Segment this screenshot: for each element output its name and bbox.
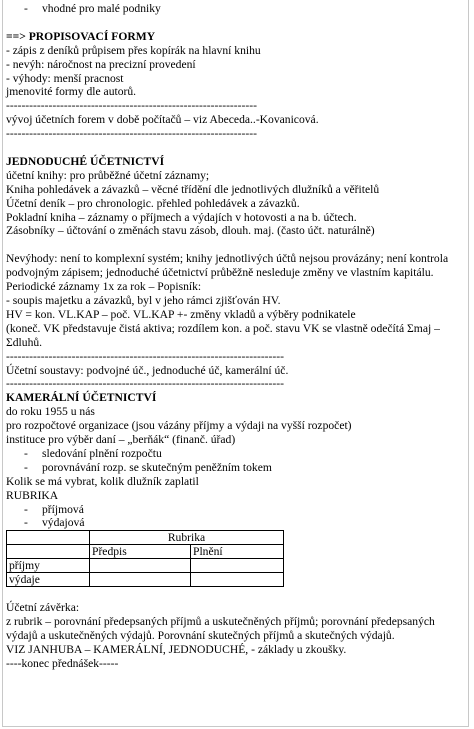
text-line: - nevýh: náročnost na precizní provedení: [6, 57, 196, 71]
separator: ------------------------------------------------------------------------: [6, 349, 284, 363]
text-line: vývoj účetních forem v době počítačů – viz Abeceda..-Kovanicová.: [6, 113, 319, 127]
bullet-text: vhodné pro malé podniky: [42, 2, 161, 15]
text-line: Kniha pohledávek a závazků – věcné třídění dle jednotlivých dlužníků a věřitelů: [6, 182, 380, 196]
bullet-item: [6, 516, 468, 530]
text-line: účetní knihy: pro průběžné účetní záznamy;: [6, 168, 210, 182]
table-cell: [90, 573, 191, 587]
document-body: [6, 2, 468, 671]
rubrika-table: [6, 530, 284, 587]
text-line: Pokladní kniha – záznamy o příjmech a výdajích v hotovosti a na b. účtech.: [6, 210, 357, 224]
separator: -----------------------------------------------------------------: [6, 99, 257, 113]
bullet-text: porovnávání rozp. se skutečným peněžním tokem: [42, 460, 272, 474]
table-row: [7, 545, 284, 559]
table-row: [7, 559, 284, 573]
text-line: do roku 1955 u nás: [6, 405, 95, 419]
bullet-item: [6, 461, 468, 475]
document-page: [2, 0, 469, 727]
text-line: ----konec přednášek-----: [6, 656, 119, 670]
table-row-label: příjmy: [7, 559, 90, 573]
text-line: VIZ JANHUBA – KAMERÁLNÍ, JEDNODUCHÉ, - základy u zkoušky.: [6, 643, 347, 656]
text-line: Zásobníky – účtování o změnách stavu zásob, dlouh. maj. (často účt. naturálně): [6, 224, 375, 238]
text-line: Periodické záznamy 1x za rok – Popisník:: [6, 280, 202, 294]
separator: -----------------------------------------------------------------: [6, 127, 257, 141]
paragraph: z rubrik – porovnání předepsaných příjmů a uskutečněných příjmů; porovnání předepsaných výdajů a uskutečněných výdajů. Porovnání skutečných příjmů a skutečných výdajů.: [6, 615, 438, 643]
bullet-dash: -: [24, 2, 28, 15]
text-line: instituce pro výběr daní – „berňák“ (finanč. úřad): [6, 433, 236, 447]
section-heading: KAMERÁLNÍ ÚČETNICTVÍ: [6, 391, 157, 405]
paragraph: Nevýhody: není to komplexní systém; knihy jednotlivých účtů nejsou provázány; není kontrola podvojným zápisem; jednoduché účetnictví průběžně nesleduje změny ve vlastním kapitálu.: [6, 252, 452, 280]
text-line: Účetní deník – pro chronologic. přehled pohledávek a závazků.: [6, 196, 300, 210]
bullet-text: příjmová: [42, 502, 84, 516]
text-line: HV = kon. VL.KAP – poč. VL.KAP +- změny vkladů a výběry podnikatele: [6, 307, 356, 321]
table-header-plneni: Plnění: [191, 545, 284, 559]
text-line: Účetní závěrka:: [6, 601, 80, 615]
table-header-predpis: Předpis: [90, 545, 191, 559]
bullet-dash: -: [24, 516, 28, 530]
table-cell: [191, 559, 284, 573]
separator: ------------------------------------------------------------------------: [6, 377, 284, 391]
text-line: - soupis majetku a závazků, byl v jeho rámci zjišťován HV.: [6, 293, 281, 307]
text-line: Účetní soustavy: podvojné úč., jednoduché úč, kamerální úč.: [6, 363, 289, 377]
table-row-label: výdaje: [7, 573, 90, 587]
text-line: Kolik se má vybrat, kolik dlužník zaplatil: [6, 474, 199, 488]
text-line: - výhody: menší pracnost: [6, 71, 124, 85]
table-header-rubrika: Rubrika: [90, 531, 284, 545]
table-cell: [7, 545, 90, 559]
section-heading: ==> PROPISOVACÍ FORMY: [6, 29, 156, 43]
bullet-item: [6, 503, 468, 517]
text-line: RUBRIKA: [6, 488, 59, 502]
bullet-item: [6, 2, 468, 16]
bullet-text: sledování plnění rozpočtu: [42, 446, 162, 460]
text-line: - zápis z deníků průpisem přes kopírák na hlavní knihu: [6, 43, 261, 57]
text-line: pro rozpočtové organizace (jsou vázány příjmy a výdaji na vyšší rozpočet): [6, 419, 352, 433]
bullet-dash: -: [24, 502, 28, 516]
text-line: jmenovité formy dle autorů.: [6, 85, 137, 99]
section-heading: JEDNODUCHÉ ÚČETNICTVÍ: [6, 154, 165, 168]
table-cell: [90, 559, 191, 573]
table-row: [7, 531, 284, 545]
paragraph: (koneč. VK představuje čistá aktiva; rozdílem kon. a poč. stavu VK se vlastně odečítá Σmaj – Σdluhů.: [6, 321, 443, 349]
bullet-dash: -: [24, 460, 28, 474]
bullet-dash: -: [24, 446, 28, 460]
table-cell: [191, 573, 284, 587]
table-cell: [7, 531, 90, 545]
table-row: [7, 573, 284, 587]
bullet-item: [6, 447, 468, 461]
bullet-text: výdajová: [42, 516, 85, 530]
